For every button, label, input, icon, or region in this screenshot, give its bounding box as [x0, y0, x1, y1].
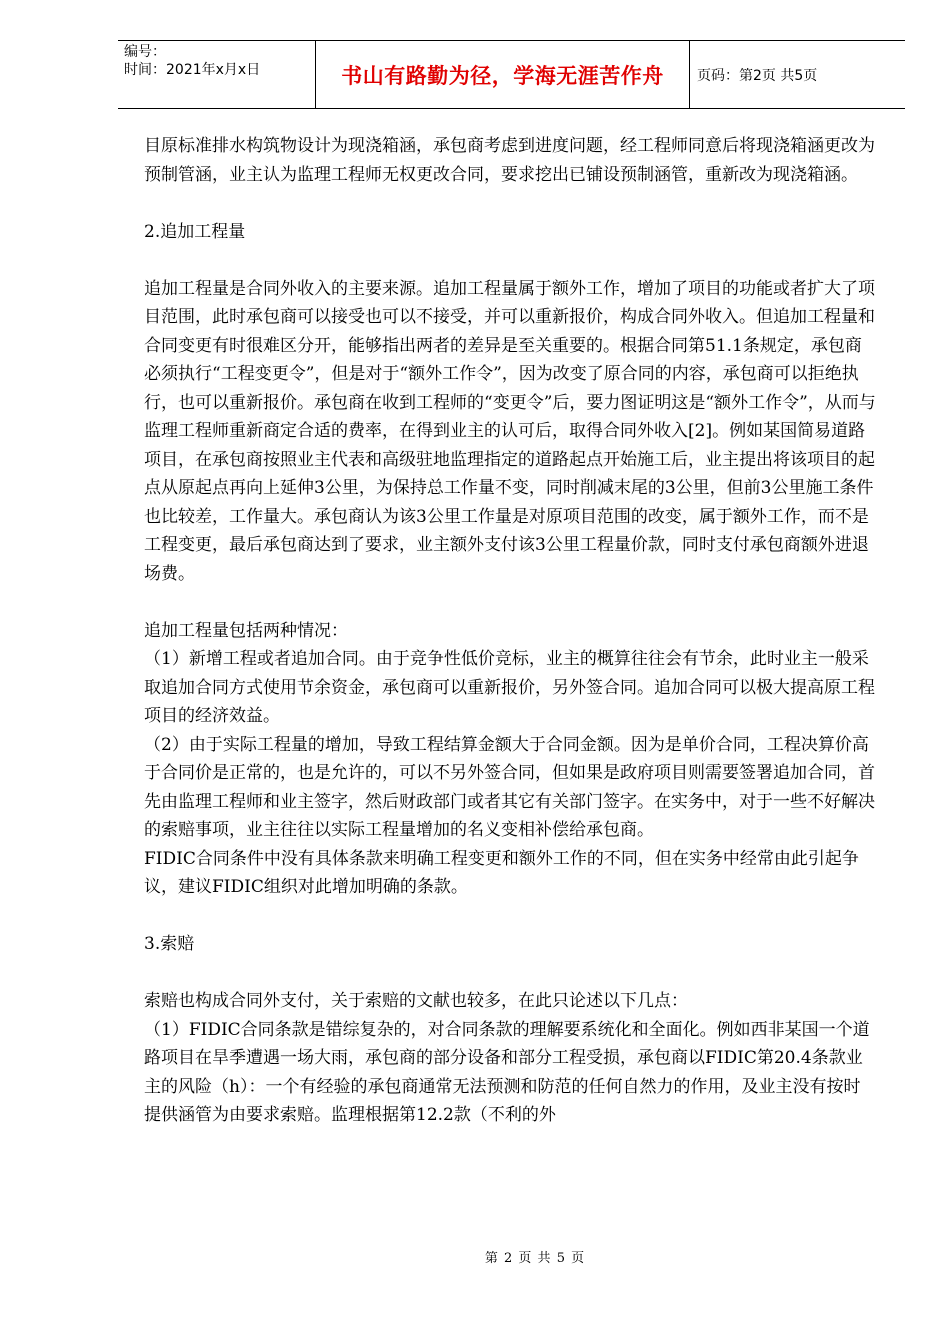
list-item: （2）由于实际工程量的增加，导致工程结算金额大于合同金额。因为是单价合同，工程决算价高于合同价是正常的，也是允许的，可以不另外签合同，但如果是政府项目则需要签署追加合同，首先由监理工程师和业主签字，然后财政部门或者其它有关部门签字。在实务中，对于一些不好解决的索赔事项，业主往往以实际工程量增加的名义变相补偿给承包商。	[144, 734, 875, 840]
section-heading: 3.索赔	[144, 934, 195, 954]
footer-page-number: 第 2 页 共 5 页	[484, 1251, 586, 1266]
paragraph: FIDIC合同条件中没有具体条款来明确工程变更和额外工作的不同，但在实务中经常由此引起争议，建议FIDIC组织对此增加明确的条款。	[144, 848, 859, 897]
page-header	[118, 40, 905, 109]
header-meta	[118, 41, 315, 108]
page-footer	[0, 1247, 950, 1266]
header-page-cell	[689, 41, 905, 108]
paragraph: 索赔也构成合同外支付，关于索赔的文献也较多，在此只论述以下几点：	[144, 991, 688, 1011]
paragraph: 追加工程量包括两种情况：	[144, 620, 348, 641]
motto-text: 书山有路勤为径，学海无涯苦作舟	[341, 63, 664, 88]
section-heading: 2.追加工程量	[144, 221, 246, 242]
time-label: 时间：2021年x月x日	[124, 62, 261, 78]
header-motto-cell	[315, 41, 690, 108]
list-item: （1）FIDIC合同条款是错综复杂的，对合同条款的理解要系统化和全面化。例如西非某国一个道路项目在旱季遭遇一场大雨，承包商的部分设备和部分工程受损，承包商以FIDIC第20.4条款业主的风险（h）：一个有经验的承包商通常无法预测和防范的任何自然力的作用，及业主没有按时提供涵管为由要求索赔。监理根据第12.2款（不利的外	[144, 1019, 870, 1125]
list-item: （1）新增工程或者追加合同。由于竞争性低价竞标，业主的概算往往会有节余，此时业主一般采取追加合同方式使用节余资金，承包商可以重新报价，另外签合同。追加合同可以极大提高原工程项目的经济效益。	[144, 649, 875, 726]
paragraph: 目原标准排水构筑物设计为现浇箱涵，承包商考虑到进度问题，经工程师同意后将现浇箱涵更改为预制管涵，业主认为监理工程师无权更改合同，要求挖出已铺设预制涵管，重新改为现浇箱涵。	[144, 136, 875, 185]
document-body	[144, 132, 876, 1130]
number-label: 编号：	[124, 44, 166, 60]
paragraph: 追加工程量是合同外收入的主要来源。追加工程量属于额外工作，增加了项目的功能或者扩大了项目范围，此时承包商可以接受也可以不接受，并可以重新报价，构成合同外收入。但追加工程量和合同变更有时很难区分开，能够指出两者的差异是至关重要的。根据合同第51.1条规定，承包商必须执行“工程变更令”，但是对于“额外工作令”，因为改变了原合同的内容，承包商可以拒绝执行，也可以重新报价。承包商在收到工程师的“变更令”后，要力图证明这是“额外工作令”，从而与监理工程师重新商定合适的费率，在得到业主的认可后，取得合同外收入[2]。例如某国简易道路项目，在承包商按照业主代表和高级驻地监理指定的道路起点开始施工后，业主提出将该项目的起点从原起点再向上延伸3公里，为保持总工作量不变，同时削减末尾的3公里，但前3公里施工条件也比较差，工作量大。承包商认为该3公里工作量是对原项目范围的改变，属于额外工作，而不是工程变更，最后承包商达到了要求，业主额外支付该3公里工程量价款，同时支付承包商额外进退场费。	[144, 278, 876, 584]
header-page-info: 页码：第2页 共5页	[697, 67, 818, 84]
